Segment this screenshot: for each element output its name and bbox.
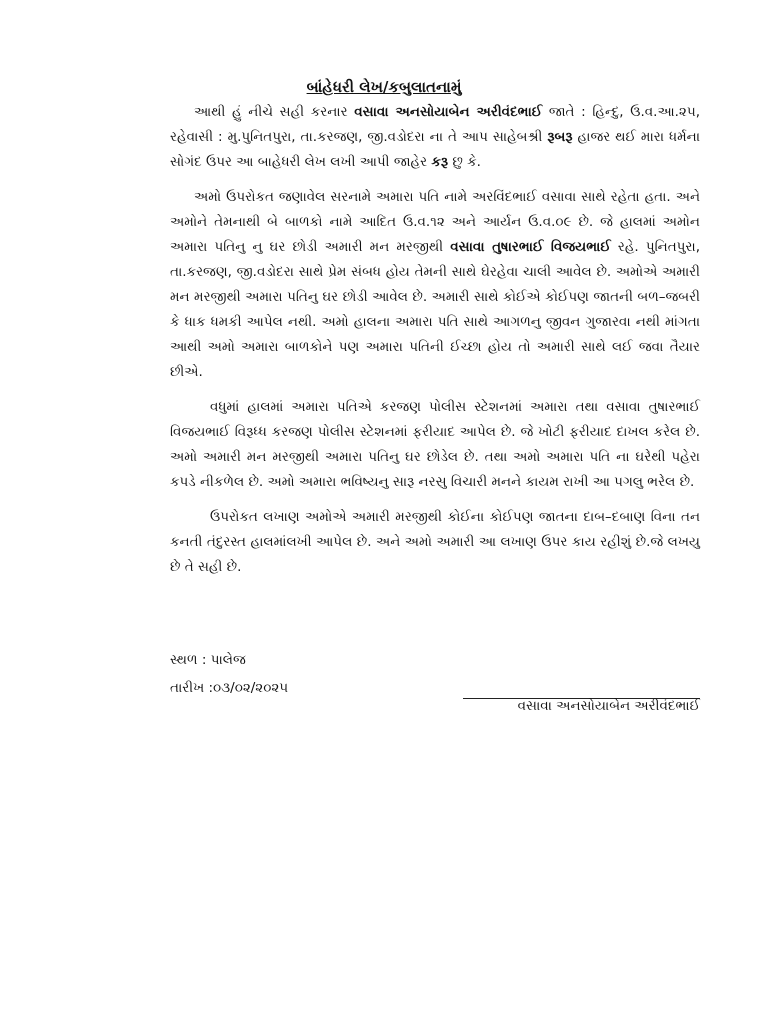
paragraph-complaint: વધુમાં હાલમાં અમારા પતિએ કરજણ પોલીસ સ્ટેશનમાં અમારા તથા વસાવા તુષારભાઈ વિજયભાઈ વિરૂધ્ધ કરજણ પોલીસ સ્ટેશનમાં ફરીયાદ આપેલ છે. જે ખોટી ફરીયાદ દાખલ કરેલ છે. અમો અમારી મન મરજીથી અમારા પતિનુ ઘર છોડેલ છે. તથા અમો અમારા પતિ ના ઘરેથી પહેરા કપડે નીકળેલ છે. અમો અમારા ભવિષ્યનુ સારૂ નરસુ વિચારી મનને કાયમ રાખી આ પગલુ ભરેલ છે.: [170, 399, 700, 490]
document-title-text: બાંહેધરી લેખ/કબુલાતનામું: [306, 78, 462, 96]
paragraph-confirmation: ઉપરોકત લખાણ અમોએ અમારી મરજીથી કોઈના કોઈપણ જાતના દાબ–દબાણ વિના તન કનતી તંદુરસ્ત હાલમાંલખી આપેલ છે. અને અમો અમારી આ લખાણ ઉપર કાય રહીશું છે.જે લખયુ છે તે સહી છે.: [170, 509, 700, 575]
text-segment-bold: કરૂ: [431, 154, 449, 170]
text-segment: હાજર થઈ મારા ધર્મના સોગંદ ઉપર આ બાહેધરી લેખ લખી આપી જાહેર: [170, 129, 700, 170]
text-segment: અમો ઉપરોકત જણાવેલ સરનામે અમારા પતિ નામે અરવિંદભાઈ વસાવા સાથે રહેતા હતા. અને અમોને તેમનાથી બે બાળકો નામે આદિત ઉ.વ.૧૨ અને આર્યન ઉ.વ.૦૯ છે. જે હાલમાં અમોન અમારા પતિનુ નુ ઘર છોડી અમારી મન મરજીથી: [170, 189, 700, 255]
text-segment: રહે. પુનિતપુરા, તા.કરજણ, જી.વડોદરા સાથે પ્રેમ સંબધ હોય તેમની સાથે ઘેરહેવા ચાલી આવેલ છે. અમોએ અમારી મન મરજીથી અમારા પતિનુ ઘર છોડી આવેલ છે. અમારી સાથે કોઈએ કોઈપણ જાતની બળ–જબરી કે ધાક ધમકી આપેલ નથી. અમો હાલના અમારા પતિ સાથે આગળનુ જીવન ગુજારવા નથી માંગતા આથી અમો અમારા બાળકોને પણ અમારા પતિની ઈચ્છા હોય તો અમારી સાથે લઈ જવા તૈયાર છીએ.: [170, 239, 700, 380]
paragraph-statement: [170, 185, 700, 385]
text-segment: છુ કે.: [448, 154, 481, 170]
text-segment-bold: રૂબરૂ: [547, 129, 573, 145]
date-line: તારીખ :૦૩/૦૨/૨૦૨૫: [170, 680, 289, 696]
signatory-name: વસાવા અનસોયાબેન અરીવંદભાઈ: [517, 698, 700, 714]
text-segment: જાતે : હિન્દુ, ઉ.વ.આ.૨૫, રહેવાસી : મુ.પુનિતપુરા, તા.કરજણ, જી.વડોદરા ના તે આપ સાહેબશ્રી: [170, 104, 700, 145]
partner-name: વસાવા તુષારભાઈ વિજયભાઈ: [450, 239, 611, 255]
text-segment: આથી હું નીચે સહી કરનાર: [194, 104, 355, 120]
document-body: [170, 100, 700, 590]
declarant-name: વસાવા અનસોયાબેન અરીવંદભાઈ: [354, 104, 543, 120]
document-title: [0, 78, 768, 96]
place-line: સ્થળ : પાલેજ: [170, 652, 246, 668]
paragraph-declaration: [170, 100, 700, 175]
